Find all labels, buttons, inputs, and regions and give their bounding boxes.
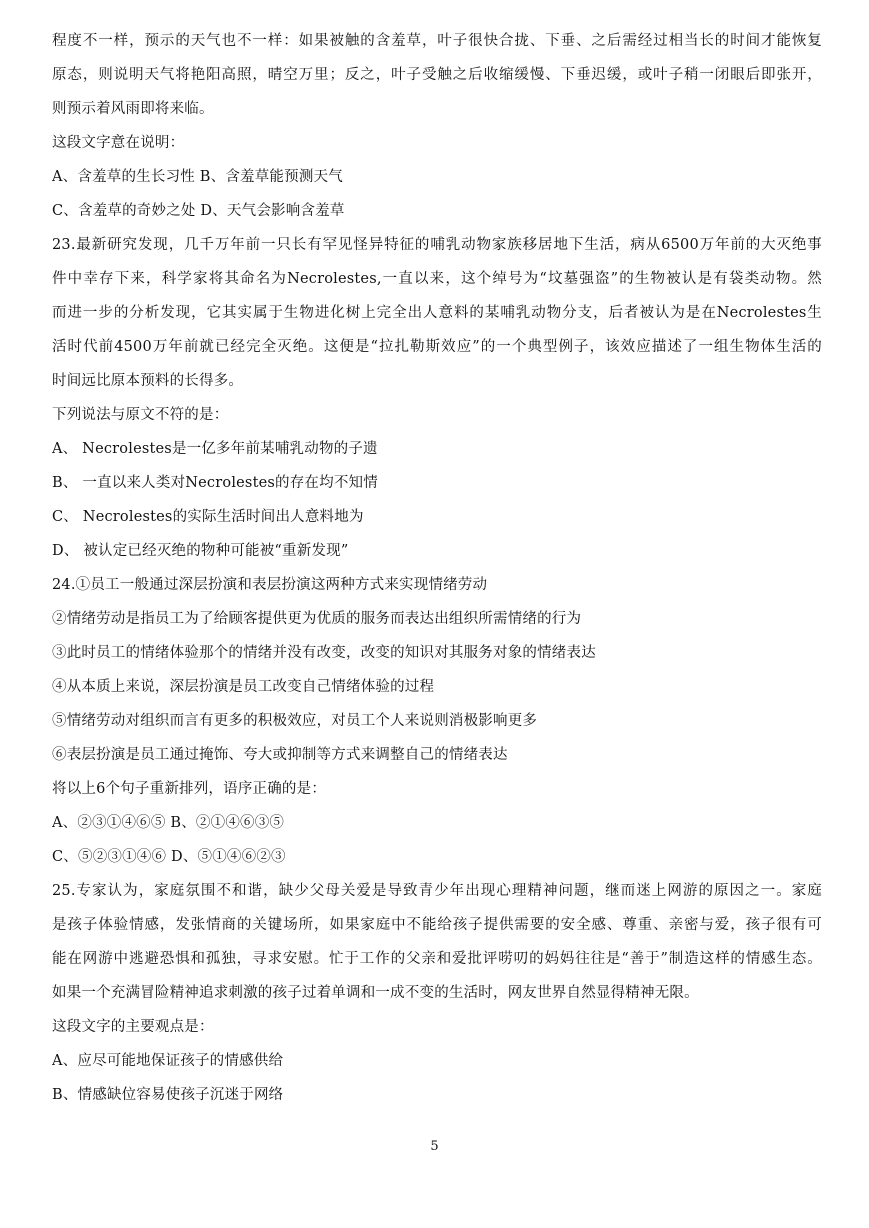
question-23-text: 23.最新研究发现，几千万年前一只长有罕见怪异特征的哺乳动物家族移居地下生活，病从6500万年前的大灭绝事 <box>52 237 822 253</box>
question-prompt: 这段文字意在说明： <box>52 135 185 151</box>
question-24-sentence: ②情绪劳动是指员工为了给顾客提供更为优质的服务而表达出组织所需情绪的行为 <box>52 611 582 627</box>
answer-option-d: D、 被认定已经灭绝的物种可能被“重新发现” <box>52 543 349 559</box>
answer-options: C、⑤②③①④⑥ D、⑤①④⑥②③ <box>52 849 286 865</box>
answer-options: A、②③①④⑥⑤ B、②①④⑥③⑤ <box>52 815 285 831</box>
answer-option-b: B、 一直以来人类对Necrolestes的存在均不知情 <box>52 475 378 491</box>
text-line: 原态，则说明天气将艳阳高照，晴空万里；反之，叶子受触之后收缩缓慢、下垂迟缓，或叶子稍一闭眼后即张开， <box>52 67 822 83</box>
answer-options: C、含羞草的奇妙之处 D、天气会影响含羞草 <box>52 203 345 219</box>
document-page <box>52 24 822 1112</box>
answer-options: A、含羞草的生长习性 B、含羞草能预测天气 <box>52 169 343 185</box>
answer-option-a: A、 Necrolestes是一亿多年前某哺乳动物的子遗 <box>52 441 378 457</box>
answer-option-b: B、情感缺位容易使孩子沉迷于网络 <box>52 1087 284 1103</box>
question-prompt: 下列说法与原文不符的是： <box>52 407 229 423</box>
page-number: 5 <box>430 1139 439 1154</box>
question-24-sentence: ③此时员工的情绪体验那个的情绪并没有改变，改变的知识对其服务对象的情绪表达 <box>52 645 596 661</box>
question-23-text: 件中幸存下来，科学家将其命名为Necrolestes,一直以来，这个绰号为“坟墓强盗”的生物被认是有袋类动物。然 <box>52 271 822 287</box>
answer-option-a: A、应尽可能地保证孩子的情感供给 <box>52 1053 284 1069</box>
question-25-text: 能在网游中逃避恐惧和孤独，寻求安慰。忙于工作的父亲和爱批评唠叨的妈妈往往是“善于”制造这样的情感生态。 <box>52 951 822 967</box>
text-line: 程度不一样，预示的天气也不一样：如果被触的含羞草，叶子很快合拢、下垂、之后需经过相当长的时间才能恢复 <box>52 33 822 49</box>
question-prompt: 这段文字的主要观点是： <box>52 1019 214 1035</box>
question-prompt: 将以上6个句子重新排列，语序正确的是： <box>52 781 327 797</box>
question-24-sentence: ⑤情绪劳动对组织而言有更多的积极效应，对员工个人来说则消极影响更多 <box>52 713 538 729</box>
question-25-text: 25.专家认为，家庭氛围不和谐，缺少父母关爱是导致青少年出现心理精神问题，继而迷上网游的原因之一。家庭 <box>52 883 822 899</box>
question-23-text: 活时代前4500万年前就已经完全灭绝。这便是“拉扎勒斯效应”的一个典型例子，该效应描述了一组生物体生活的 <box>52 339 822 355</box>
answer-option-c: C、 Necrolestes的实际生活时间出人意料地为 <box>52 509 364 525</box>
question-25-text: 是孩子体验情感，发张情商的关键场所，如果家庭中不能给孩子提供需要的安全感、尊重、亲密与爱，孩子很有可 <box>52 917 822 933</box>
question-24-sentence: ④从本质上来说，深层扮演是员工改变自己情绪体验的过程 <box>52 679 435 695</box>
text-line: 则预示着风雨即将来临。 <box>52 101 214 117</box>
question-24-sentence: 24.①员工一般通过深层扮演和表层扮演这两种方式来实现情绪劳动 <box>52 577 488 593</box>
question-25-text: 如果一个充满冒险精神追求刺激的孩子过着单调和一成不变的生活时，网友世界自然显得精神无限。 <box>52 985 699 1001</box>
question-24-sentence: ⑥表层扮演是员工通过掩饰、夸大或抑制等方式来调整自己的情绪表达 <box>52 747 508 763</box>
question-23-text: 时间远比原本预料的长得多。 <box>52 373 244 389</box>
question-23-text: 而进一步的分析发现，它其实属于生物进化树上完全出人意料的某哺乳动物分支，后者被认为是在Necrolestes生 <box>52 305 822 321</box>
